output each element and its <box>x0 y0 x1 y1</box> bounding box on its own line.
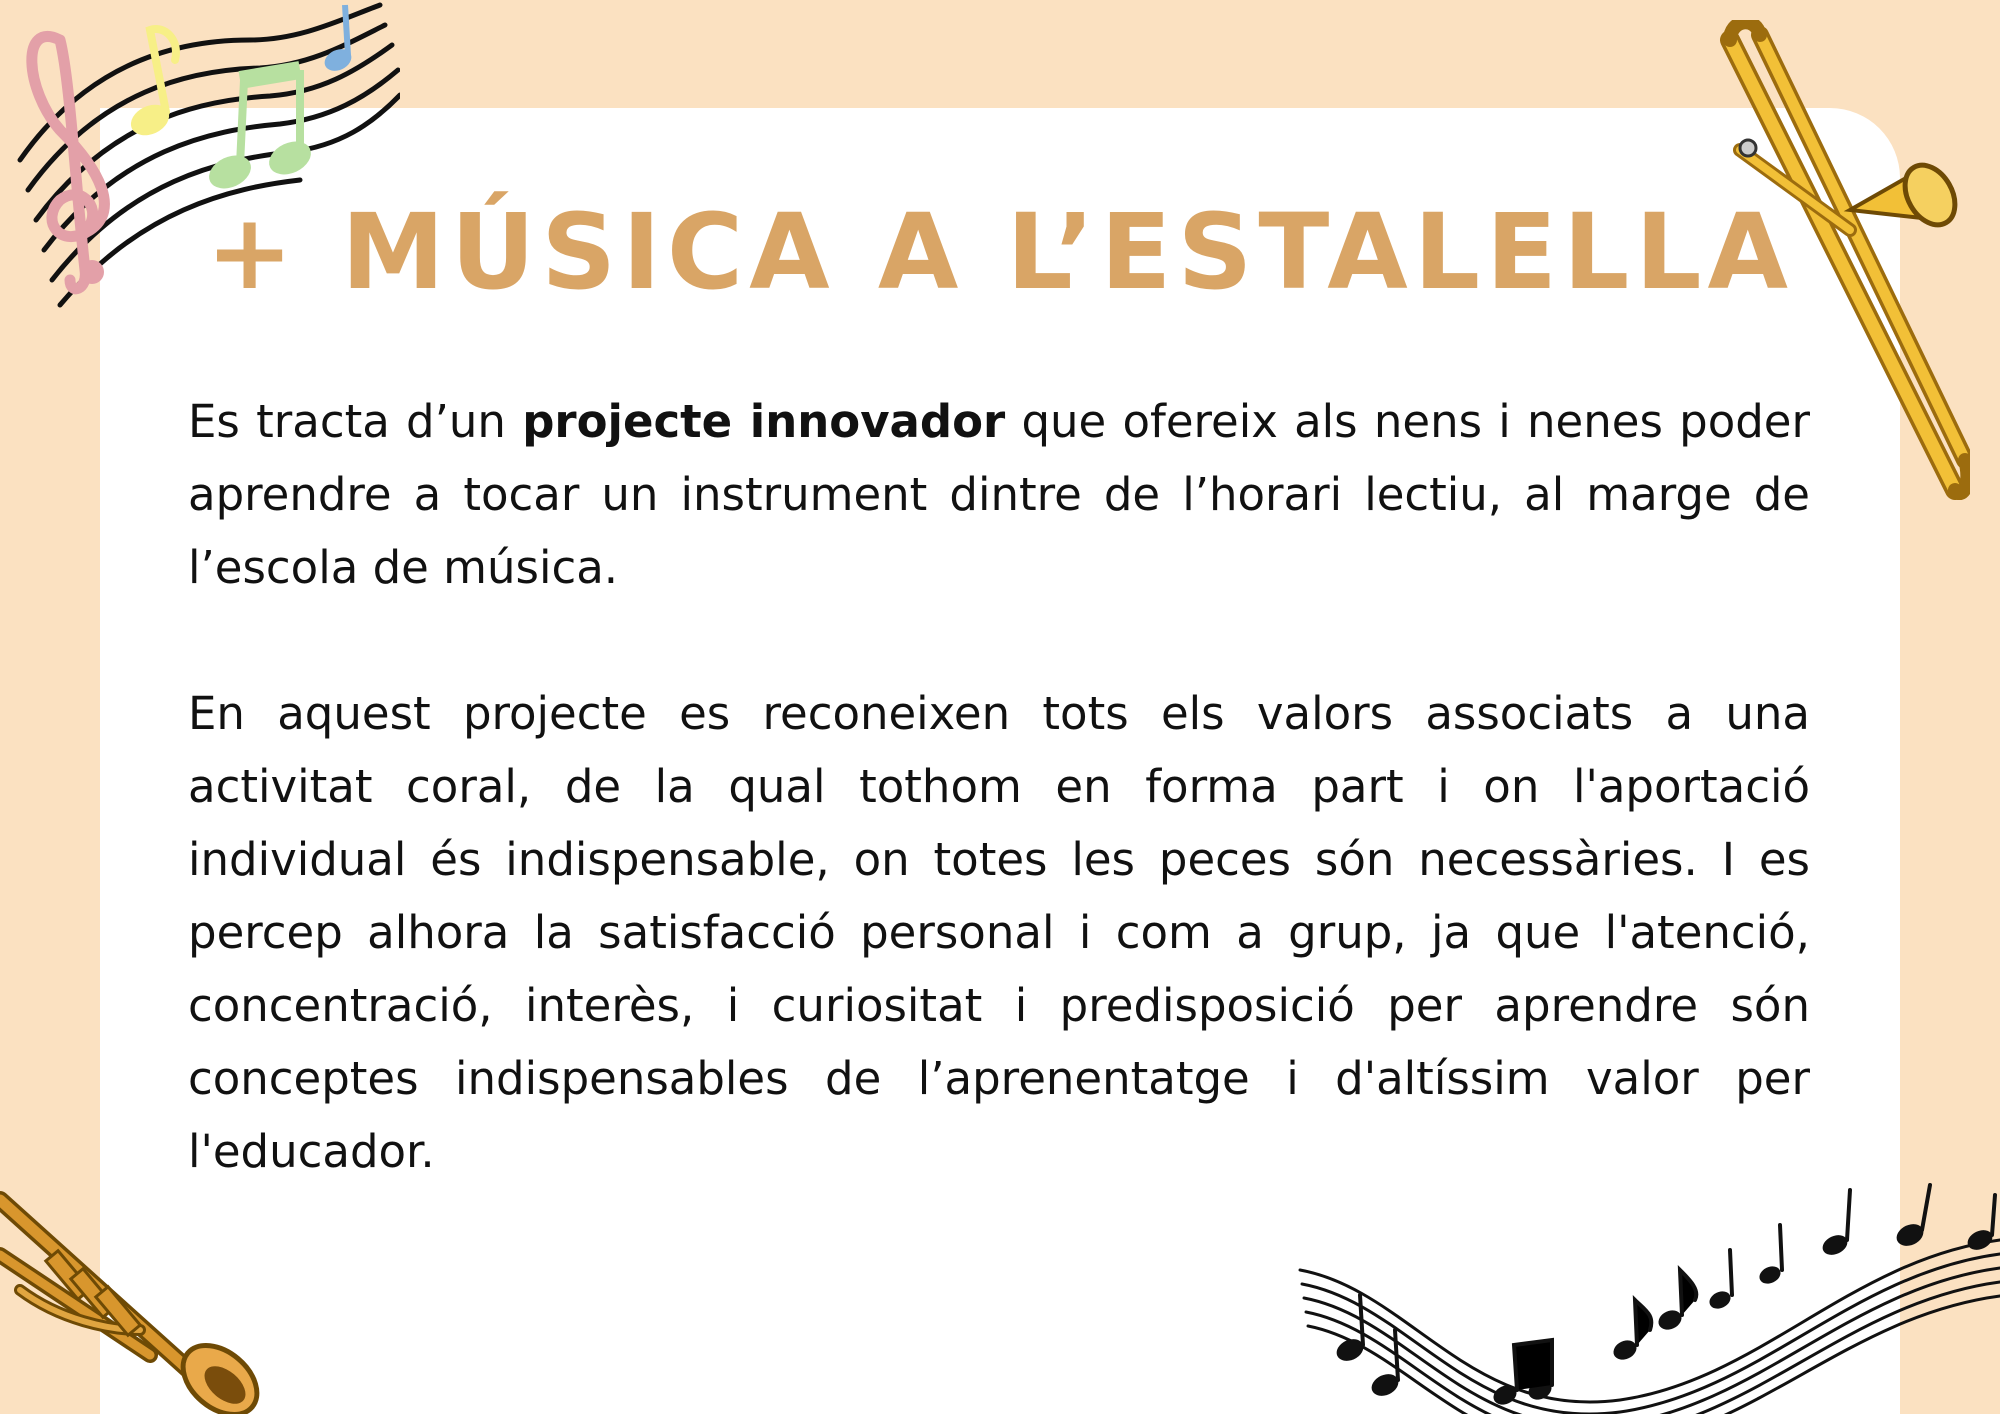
paragraph-intro-highlight: projecte innovador <box>522 395 1006 448</box>
trumpet-icon <box>0 1180 260 1414</box>
body-text <box>188 385 1810 1188</box>
music-staff-notes-icon <box>1290 1180 2000 1414</box>
paragraph-intro <box>188 385 1810 604</box>
paragraph-intro-end: que ofereix als nens i nenes poder aprendre a tocar un instrument dintre de l’horari lectiu, al marge de l’escola de música. <box>188 395 1810 594</box>
paragraph-values: En aquest projecte es reconeixen tots els valors associats a una activitat coral, de la qual tothom en forma part i on l'aportació individual és indispensable, on totes les peces són necessàries. I es percep alhora la satisfacció personal i com a grup, ja que l'atenció, concentració, interès, i curiositat i predisposició per aprendre són conceptes indispensables de l’aprenentatge i d'altíssim valor per l'educador. <box>188 687 1810 1178</box>
paragraph-intro-start: Es tracta d’un <box>188 395 523 448</box>
page-title: + MÚSICA A L’ESTALELLA <box>205 191 1795 313</box>
